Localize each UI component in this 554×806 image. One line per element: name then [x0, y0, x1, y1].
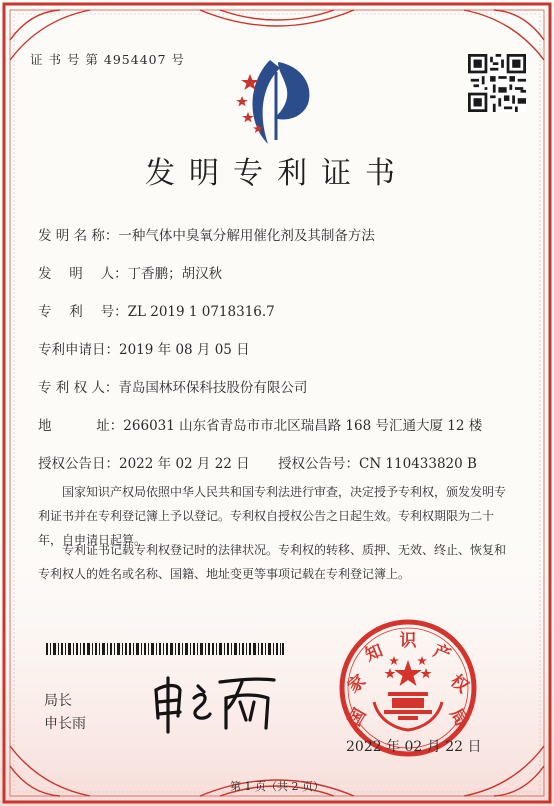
- signature-icon: [150, 668, 280, 740]
- field-value: 2022 年 02 月 22 日: [119, 456, 250, 472]
- field-filing-date: [38, 338, 250, 358]
- field-value: 2019 年 08 月 05 日: [119, 342, 250, 358]
- field-value: 丁香鹏；胡汉秋: [127, 266, 223, 282]
- field-value: 一种气体中臭氧分解用催化剂及其制备方法: [118, 228, 375, 244]
- field-label: 发 明 名 称：: [38, 228, 119, 244]
- field-value: 266031 山东省青岛市市北区瑞昌路 168 号汇通大厦 12 楼: [123, 418, 483, 434]
- field-value: 青岛国林环保科技股份有限公司: [118, 380, 308, 396]
- field-grant-number: [278, 452, 477, 472]
- director-name: 申长雨: [44, 716, 86, 732]
- field-label: 发 明 人：: [38, 266, 128, 282]
- svg-text:权: 权: [446, 671, 473, 698]
- field-value: CN 110433820 B: [359, 456, 477, 472]
- svg-text:产: 产: [430, 640, 454, 666]
- field-label: 授权公告号：: [278, 456, 359, 472]
- field-label: 授权公告日：: [38, 456, 119, 472]
- barcode-icon: [46, 643, 284, 655]
- legal-notice: 专利证书记载专利权登记时的法律状况。专利权的转移、质押、无效、终止、恢复和专利权人的姓名或名称、国籍、地址变更等事项记载在专利登记簿上。: [38, 543, 507, 581]
- director-title: 局长: [44, 693, 72, 709]
- svg-text:知: 知: [362, 640, 386, 666]
- patent-logo-icon: [228, 52, 324, 148]
- field-label: 专利申请日：: [38, 342, 119, 358]
- page-indicator: 第 1 页（共 2 页）: [230, 780, 324, 793]
- field-label: 地 址：: [38, 418, 124, 434]
- svg-text:局: 局: [445, 705, 472, 730]
- page-title: 发明专利证书: [145, 156, 409, 191]
- field-grant-date: [38, 452, 250, 472]
- field-label: 专 利 权 人：: [38, 380, 119, 396]
- field-patentee: [38, 376, 307, 396]
- field-label: 专 利 号：: [38, 304, 128, 320]
- field-inventor: [38, 262, 222, 282]
- svg-text:家: 家: [343, 671, 370, 698]
- seal-date: 2022 年 02 月 22 日: [346, 739, 482, 755]
- qr-code-icon: [468, 54, 526, 112]
- certificate-statement: 国家知识产权局依照中华人民共和国专利法进行审查，决定授予专利权，颁发发明专利证书并在专利登记簿上予以登记。专利权自授权公告之日起生效。专利权期限为二十年，自申请日起算。: [38, 485, 507, 547]
- certificate-number: 证 书 号 第 4954407 号: [30, 52, 186, 67]
- field-invention-name: [38, 224, 375, 244]
- field-value: ZL 2019 1 0718316.7: [127, 304, 275, 320]
- field-address: [38, 414, 482, 434]
- svg-text:识: 识: [399, 631, 417, 651]
- field-patent-number: [38, 300, 275, 320]
- svg-text:国: 国: [344, 705, 371, 730]
